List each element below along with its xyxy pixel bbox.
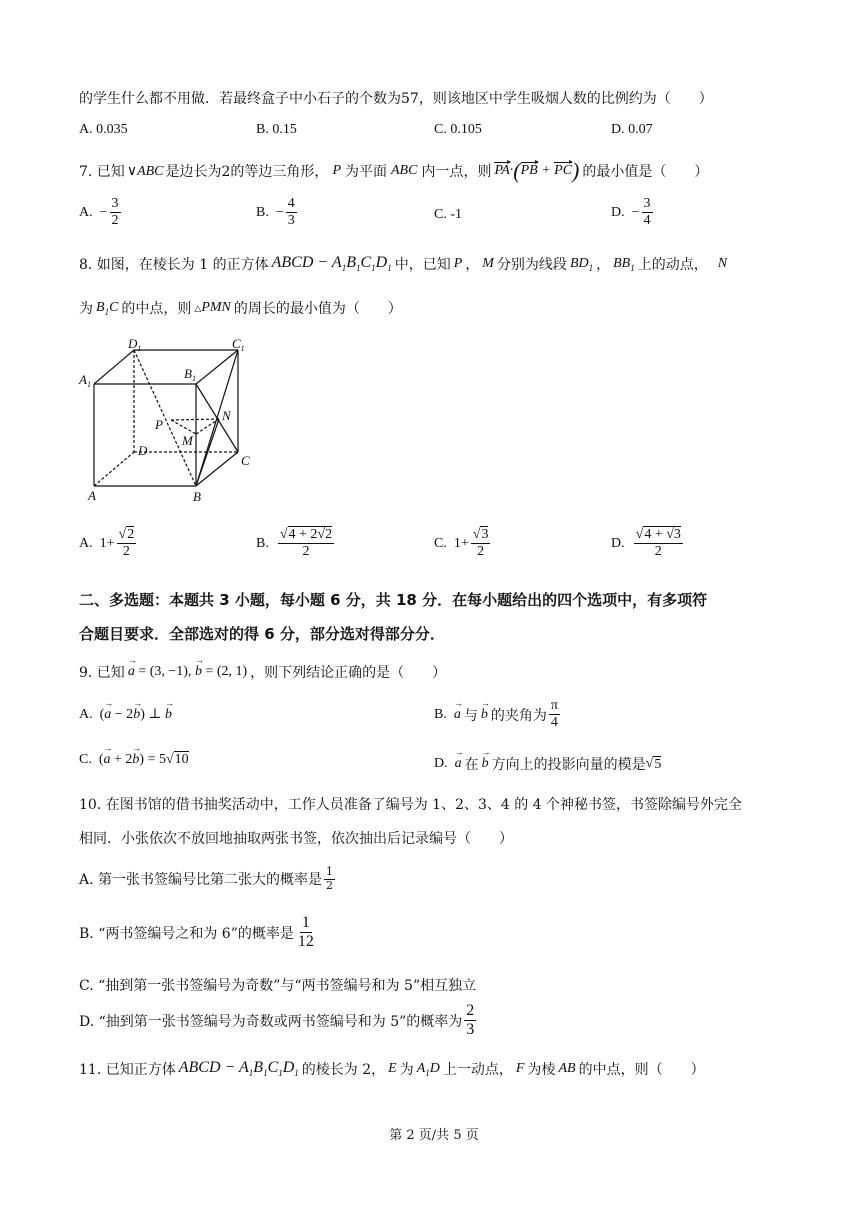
q9-option-c: C. (→ a + 2→ b) = 5√10: [79, 752, 189, 768]
edge-ad: [94, 452, 134, 486]
edge-a1d1: [94, 350, 134, 384]
q6-option-d: D. 0.07: [611, 122, 653, 137]
q10-option-d: D. “抽到第一张书签编号为奇数或两书签编号和为 5”的概率为 $\frac{2}{3}$: [79, 1002, 475, 1039]
q6-option-c: C. 0.105: [434, 122, 482, 137]
q8-option-a: A. 1+ $\frac{√2}{2}$: [79, 527, 135, 560]
label-d: D: [138, 443, 148, 458]
label-c: C: [241, 453, 250, 468]
q10-option-b: B. “两书签编号之和为 6”的概率是 $\frac{1}{12}$: [79, 914, 314, 951]
section2-heading-line1: 二、多选题：本题共 3 小题，每小题 6 分，共 18 分．在每小题给出的四个选项中，有多项符: [79, 591, 708, 609]
q7-stem: 7. 已知 ∨ABC 是边长为2的等边三角形， P 为平面 ABC 内一点，则 PA·(PB + PC) 的最小值是（ ）: [79, 158, 709, 183]
q7-option-c: C. -1: [434, 207, 462, 222]
label-c1: $C_1$: [232, 336, 245, 353]
label-n: N: [222, 408, 231, 423]
page-footer: 第 2 页/共 5 页: [389, 1128, 479, 1143]
diag-b1c: [196, 384, 238, 452]
label-d1: $D_1$: [128, 336, 142, 353]
seg-pm: [171, 420, 196, 434]
q10-option-a: A. 第一张书签编号比第二张大的概率是 $\frac{1}{2}$: [79, 865, 334, 892]
cube-figure: [76, 334, 266, 506]
q9-option-a: A. (→ a − 2→ b) ⊥ → b: [79, 706, 172, 723]
q8-option-d: D. $\frac{√4 + √3}{2}$: [611, 527, 681, 560]
q8-option-c: C. 1+ $\frac{√3}{2}$: [434, 527, 489, 560]
q7-option-b: B. − $\frac{4}{3}$: [256, 196, 295, 229]
label-b: B: [193, 489, 201, 504]
label-m: M: [182, 433, 193, 448]
q10-option-c: C. “抽到第一张书签编号为奇数”与“两书签编号和为 5”相互独立: [79, 978, 477, 994]
q8-stem-line2: 为 $B_1C$ 的中点，则 △PMN 的周长的最小值为（ ）: [79, 299, 402, 317]
seg-pn: [171, 419, 219, 420]
q6-stem: 的学生什么都不用做．若最终盒子中小石子的个数为57，则该地区中学生吸烟人数的比例约为（ ）: [79, 91, 713, 107]
section2-heading-line2: 合题目要求．全部选对的得 6 分，部分选对得部分分．: [79, 625, 445, 643]
q9-stem: 9. 已知 → a = (3, −1), → b = (2, 1) ，则下列结论正确的是（ ）: [79, 662, 446, 682]
q7-option-d: D. − $\frac{3}{4}$: [611, 196, 651, 229]
label-b1: $B_1$: [184, 366, 196, 383]
label-a: A: [88, 488, 96, 503]
q10-stem-line1: 10. 在图书馆的借书抽奖活动中，工作人员准备了编号为 1、2、3、4 的 4 个神秘书签，书签除编号外完全: [79, 797, 743, 813]
label-a1: $A_1$: [79, 372, 91, 389]
q9-option-d: D. → a 在 → b 方向上的投影向量的模是 √ 5: [434, 754, 661, 774]
q7-option-a: A. − $\frac{3}{2}$: [79, 196, 119, 229]
q6-option-a: A. 0.035: [79, 122, 128, 137]
q8-option-b: B. $\frac{√4 + 2√2}{2}$: [256, 527, 333, 560]
label-p: P: [155, 417, 163, 432]
q6-option-b: B. 0.15: [256, 122, 297, 137]
q9-option-b: B. → a 与 → b 的夹角为 $\frac{\pi}{4}$: [434, 698, 562, 731]
edge-b1c1: [196, 350, 238, 384]
q8-stem-line1: 8. 如图，在棱长为 1 的正方体 ABCD − $A_1B_1C_1D_1$ 中，已知 P ， M 分别为线段 $BD_1$ ， $BB_1$ 上的动点， N: [79, 254, 728, 274]
q10-stem-line2: 相同．小张依次不放回地抽取两张书签，依次抽出后记录编号（ ）: [79, 831, 513, 847]
q11-stem: 11. 已知正方体 ABCD − $A_1B_1C_1D_1$ 的棱长为 2， E 为 $A_1D$ 上一动点， F 为棱 AB 的中点，则（ ）: [79, 1059, 705, 1079]
